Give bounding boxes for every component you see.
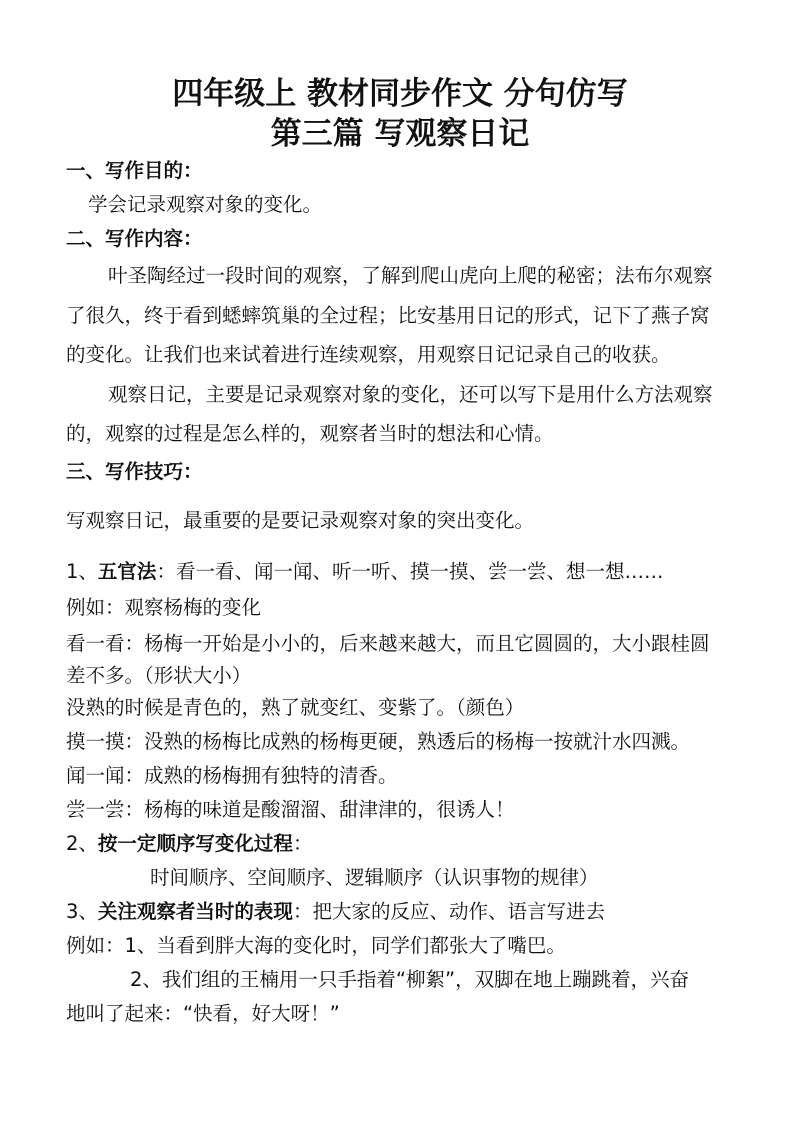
skills-intro: 写观察日记，最重要的是要记录观察对象的突出变化。 bbox=[66, 509, 535, 532]
method-2-colon: ： bbox=[292, 832, 313, 855]
touch-line: 摸一摸：没熟的杨梅比成熟的杨梅更硬，熟透后的杨梅一按就汁水四溅。 bbox=[66, 730, 691, 753]
method-3-title: 关注观察者当时的表现 bbox=[97, 900, 293, 923]
content-paragraph-1-line-1: 叶圣陶经过一段时间的观察，了解到爬山虎向上爬的秘密；法布尔观察 bbox=[108, 264, 713, 287]
taste-line: 尝一尝：杨梅的味道是酸溜溜、甜津津的，很诱人！ bbox=[66, 798, 515, 821]
method-2-detail: 时间顺序、空间顺序、逻辑顺序（认识事物的规律） bbox=[150, 866, 599, 889]
smell-line: 闻一闻：成熟的杨梅拥有独特的清香。 bbox=[66, 764, 398, 787]
content-paragraph-1-line-3: 的变化。让我们也来试着进行连续观察，用观察日记记录自己的收获。 bbox=[66, 343, 671, 366]
example-3-line-3: 地叫了起来：“快看，好大呀！” bbox=[66, 1002, 340, 1025]
method-1-number: 1、 bbox=[66, 560, 98, 583]
example-3-line-1: 例如：1、当看到胖大海的变化时，同学们都张大了嘴巴。 bbox=[66, 934, 566, 957]
method-1-description: ：看一看、闻一闻、听一听、摸一摸、尝一尝、想一想…… bbox=[156, 560, 664, 583]
method-2-number: 2、 bbox=[66, 832, 98, 855]
section-heading-content: 二、写作内容： bbox=[66, 227, 203, 250]
page-title: 四年级上 教材同步作文 分句仿写 bbox=[172, 76, 628, 112]
look-line-2: 差不多。（形状大小） bbox=[66, 664, 252, 687]
content-paragraph-1-line-2: 了很久，终于看到蟋蟀筑巢的全过程；比安基用日记的形式，记下了燕子窝 bbox=[66, 304, 710, 327]
section-heading-skills: 三、写作技巧： bbox=[66, 460, 203, 483]
content-paragraph-2-line-2: 的，观察的过程是怎么样的，观察者当时的想法和心情。 bbox=[66, 422, 554, 445]
page-subtitle: 第三篇 写观察日记 bbox=[270, 116, 530, 152]
method-2 bbox=[66, 830, 312, 858]
method-3-number: 3、 bbox=[66, 900, 98, 923]
example-3-line-2: 2、我们组的王楠用一只手指着“柳絮”，双脚在地上蹦跳着，兴奋 bbox=[130, 968, 690, 991]
purpose-text: 学会记录观察对象的变化。 bbox=[88, 193, 323, 216]
method-2-title: 按一定顺序写变化过程 bbox=[97, 832, 293, 855]
section-heading-purpose: 一、写作目的： bbox=[66, 159, 203, 182]
method-3 bbox=[66, 898, 605, 926]
method-1-title: 五官法 bbox=[97, 560, 157, 583]
content-paragraph-2-line-1: 观察日记，主要是记录观察对象的变化，还可以写下是用什么方法观察 bbox=[108, 383, 713, 406]
look-line-3: 没熟的时候是青色的，熟了就变红、变紫了。（颜色） bbox=[66, 696, 525, 719]
look-line-1: 看一看：杨梅一开始是小小的，后来越来越大，而且它圆圆的，大小跟桂圆 bbox=[66, 632, 710, 655]
method-1 bbox=[66, 558, 663, 586]
example-1-heading: 例如：观察杨梅的变化 bbox=[66, 596, 262, 619]
method-3-description: ：把大家的反应、动作、语言写进去 bbox=[292, 900, 605, 923]
